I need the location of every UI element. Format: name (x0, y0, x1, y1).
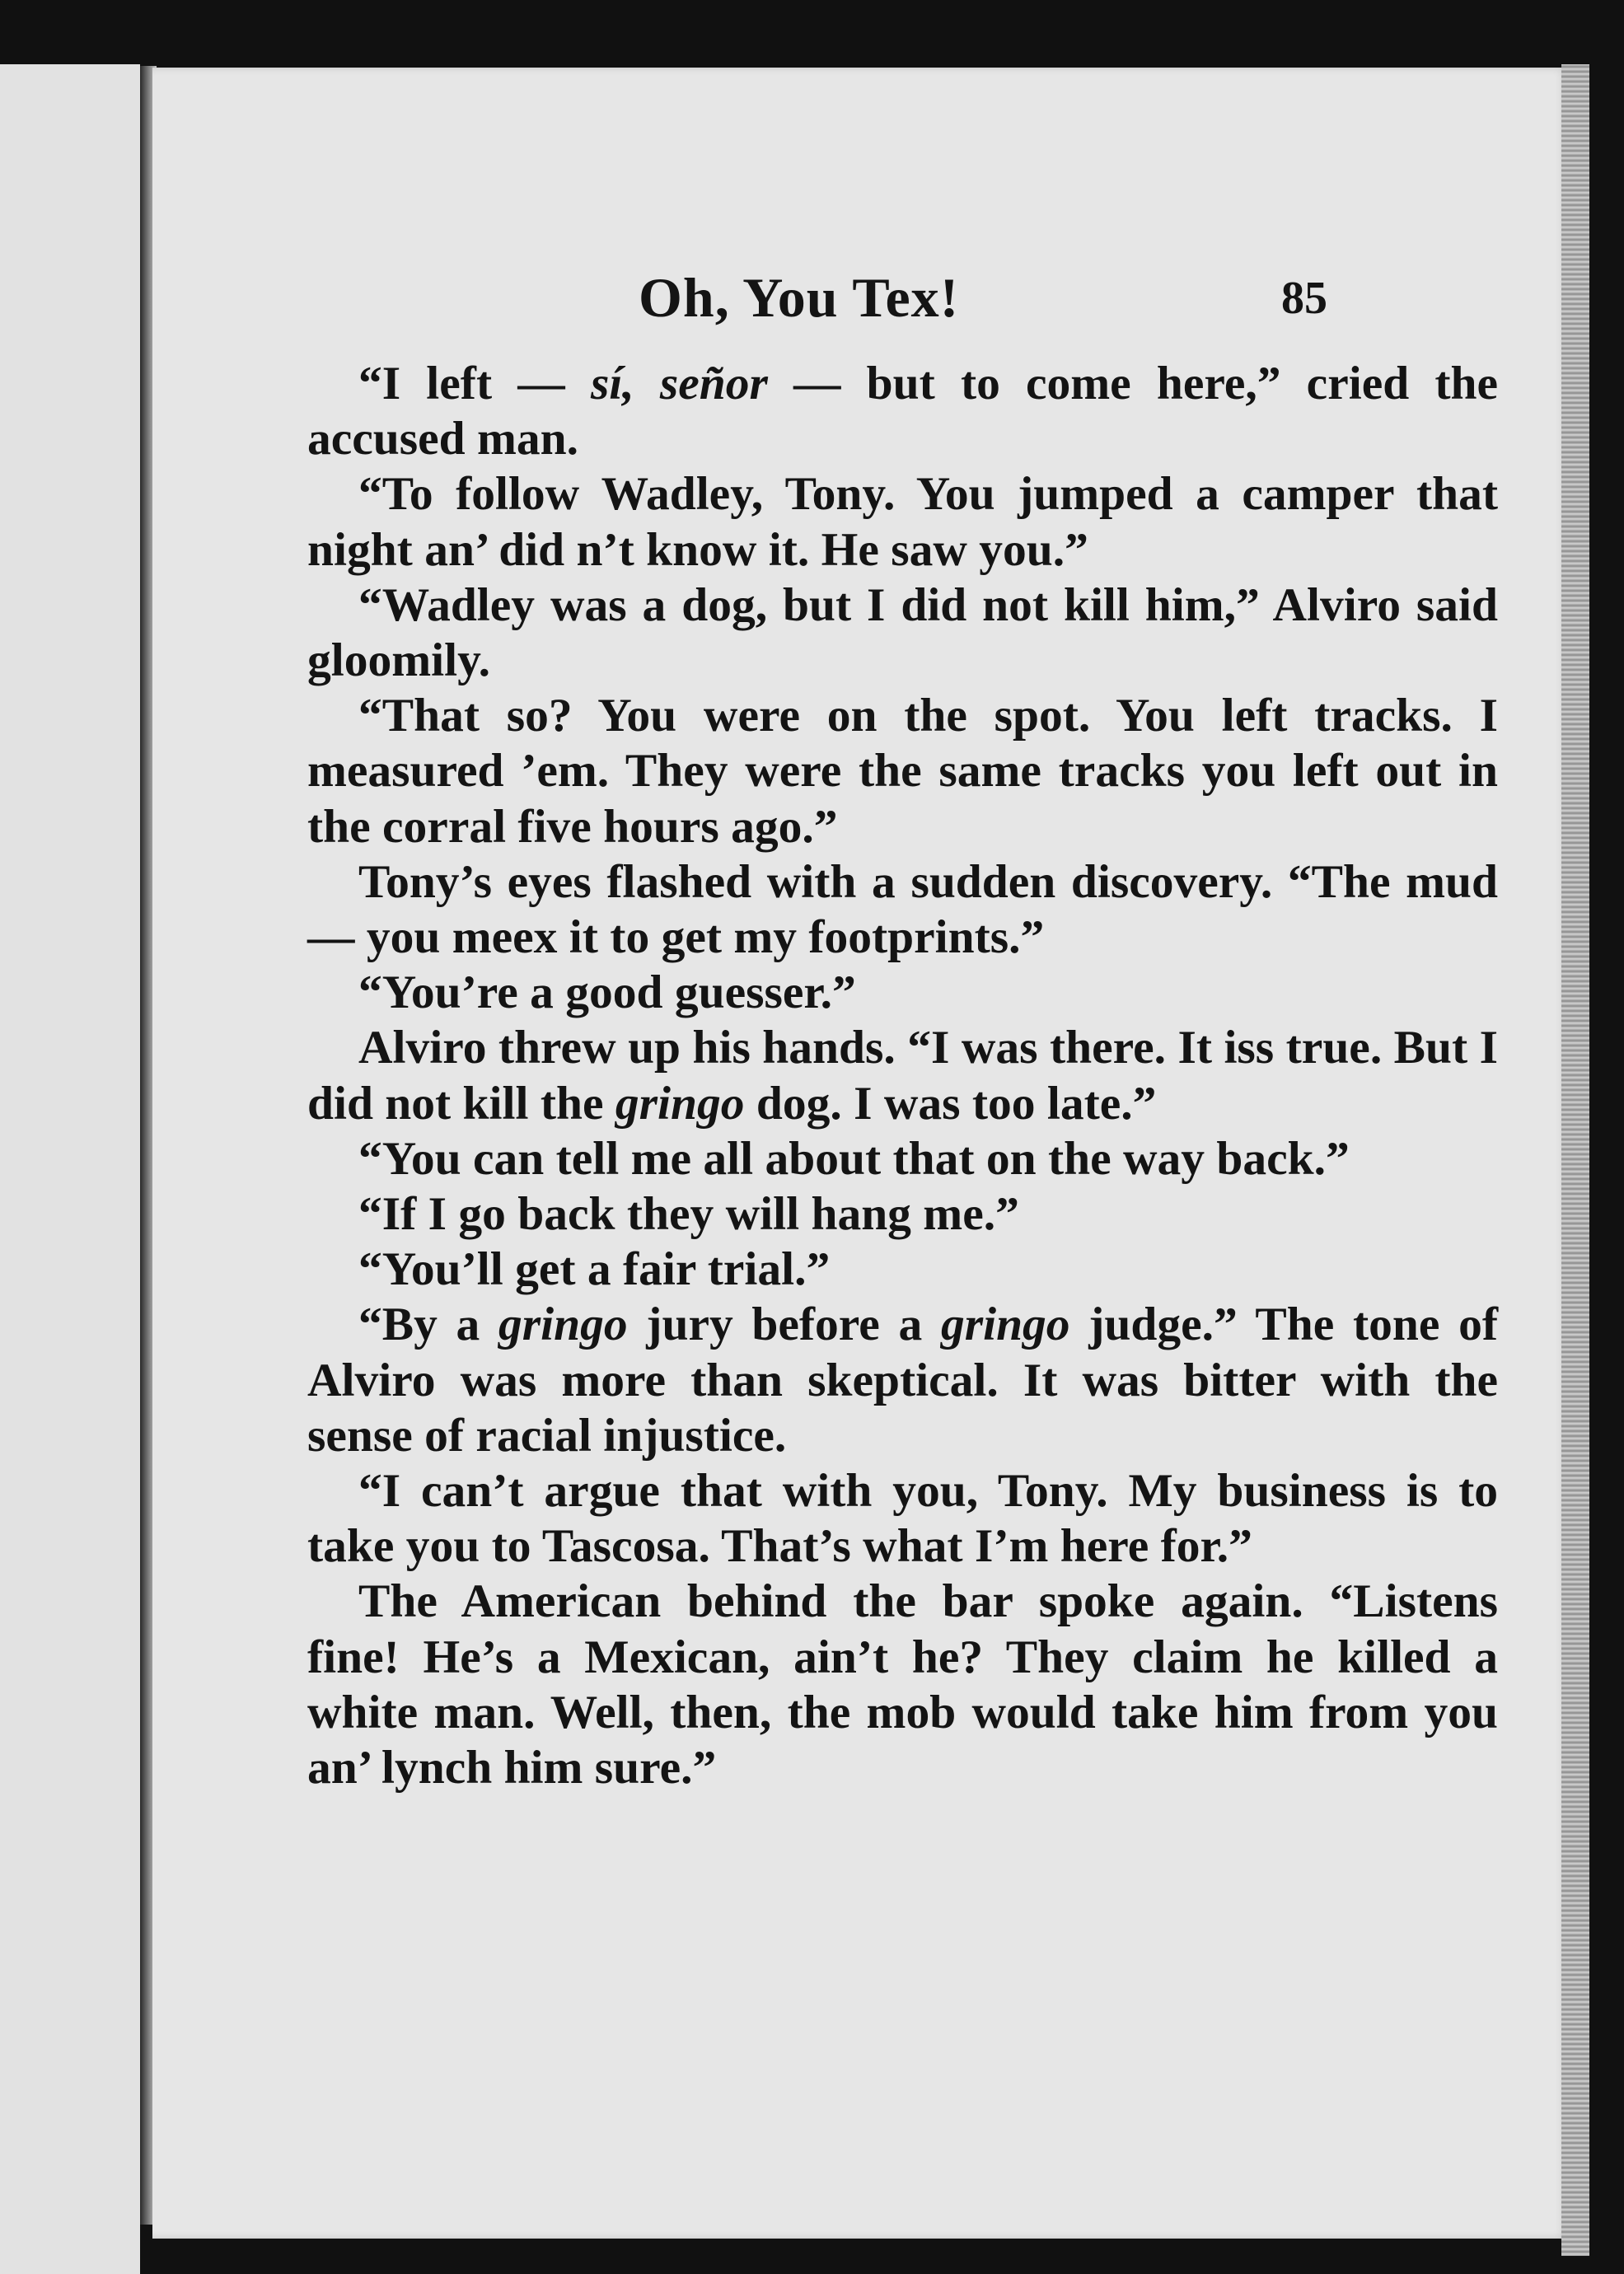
running-head (152, 265, 1570, 339)
paragraph (307, 1186, 1498, 1242)
text-run: “You can tell me all about that on the way back.” (358, 1132, 1350, 1185)
text-run: “To follow Wadley, Tony. You jumped a camper that night an’ did n’t know it. He saw you.” (307, 468, 1498, 576)
text-run: Tony’s eyes flashed with a sudden discovery. “The mud — you meex it to get my footprints.” (307, 855, 1498, 964)
body-text (307, 356, 1498, 1795)
paragraph (307, 578, 1498, 688)
paragraph (307, 1242, 1498, 1297)
text-run: “If I go back they will hang me.” (358, 1188, 1019, 1241)
italic-text: sí, señor (590, 358, 768, 409)
book-page (152, 68, 1570, 2239)
text-run: “You’ll get a fair trial.” (358, 1243, 831, 1296)
paragraph (307, 688, 1498, 854)
text-run: “You’re a good guesser.” (358, 966, 856, 1019)
paragraph (307, 466, 1498, 577)
paragraph (307, 356, 1498, 466)
text-run: — but to come here,” cried the accused man. (307, 358, 1499, 466)
text-run: “Wadley was a dog, but I did not kill him,” Alviro said gloomily. (307, 578, 1498, 687)
text-run: jury before a (627, 1298, 941, 1351)
paragraph (307, 854, 1498, 965)
italic-text: gringo (940, 1298, 1070, 1351)
running-title: Oh, You Tex! (639, 266, 960, 329)
paragraph (307, 1020, 1498, 1130)
text-run: “I can’t argue that with you, Tony. My business is to take you to Tascosa. That’s what I’m here for.” (307, 1465, 1498, 1573)
paragraph (307, 965, 1498, 1020)
text-run: “I left — (358, 358, 591, 409)
paragraph (307, 1463, 1498, 1574)
paragraph (307, 1131, 1498, 1186)
text-run: “That so? You were on the spot. You left tracks. I measured ’em. They were the same tracks you left out in the corral five hours ago.” (307, 690, 1498, 853)
text-run: “By a (358, 1298, 499, 1351)
paragraph (307, 1574, 1498, 1795)
paragraph (307, 1297, 1498, 1463)
italic-text: gringo (615, 1077, 745, 1130)
text-run: The American behind the bar spoke again. “Listens fine! He’s a Mexican, ain’t he? They claim he killed a white man. Well, then, the mob would take him from you an’ lynch him sure.” (307, 1575, 1498, 1794)
page-stack-edge (1561, 64, 1589, 2256)
text-run: dog. I was too late.” (744, 1077, 1157, 1130)
italic-text: gringo (498, 1298, 628, 1351)
page-number: 85 (1281, 273, 1327, 324)
facing-page-edge (0, 64, 140, 2274)
text-run: Alviro threw up his hands. “I was there. It iss true. But I did not kill the (307, 1022, 1498, 1130)
text-run: judge.” The tone of Alviro was more than skeptical. It was bitter with the sense of racial injustice. (307, 1298, 1498, 1462)
